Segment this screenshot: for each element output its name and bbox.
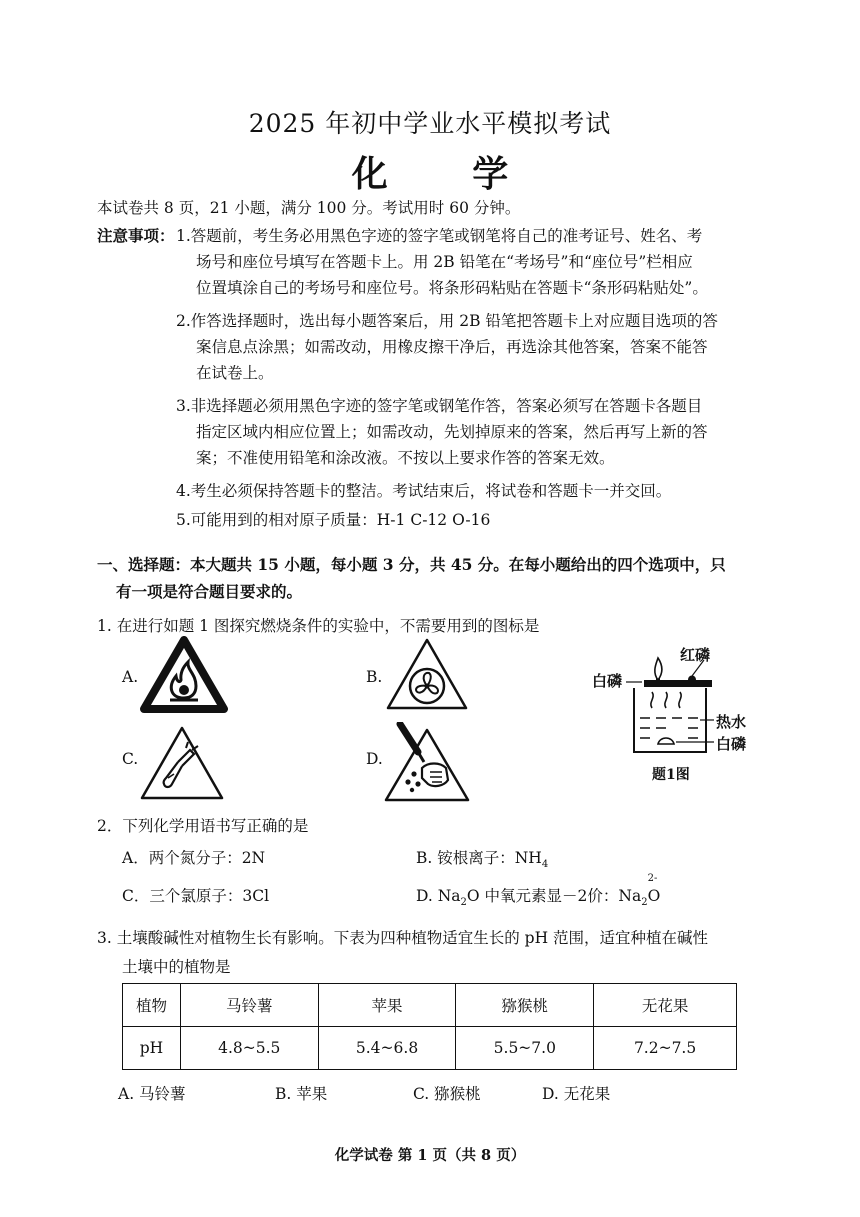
table-row	[123, 1027, 737, 1070]
q3-option-a: A. 马铃薯	[118, 1085, 186, 1103]
ph-range-table	[122, 983, 737, 1070]
note-line: 案；不准使用铅笔和涂改液。不按以上要求作答的答案无效。	[196, 449, 615, 467]
q2-option-d: D. $Na_2O$ 中氧元素显－2价：$Na_2O$ 2-	[416, 873, 661, 909]
note-line: 场号和座位号填写在答题卡上。用 2B 铅笔在“考场号”和“座位号”栏相应	[196, 253, 693, 271]
exam-intro: 本试卷共 8 页，21 小题，满分 100 分。考试用时 60 分钟。	[97, 199, 521, 217]
figure-label-red-phosphorus: 红磷	[680, 646, 711, 664]
table-cell: 4.8~5.5	[180, 1027, 318, 1070]
q3-option-c: C. 猕猴桃	[413, 1085, 481, 1103]
note-line: 在试卷上。	[196, 364, 274, 382]
notes-label: 注意事项：	[97, 226, 175, 245]
table-cell: 苹果	[318, 984, 456, 1027]
note-line: 4.考生必须保持答题卡的整洁。考试结束后，将试卷和答题卡一并交回。	[176, 482, 672, 500]
q3-option-d: D. 无花果	[542, 1085, 611, 1103]
q1-option-a-label: A.	[122, 668, 139, 686]
hand-wash-icon	[382, 722, 472, 806]
table-cell: 马铃薯	[180, 984, 318, 1027]
table-cell: 猕猴桃	[456, 984, 594, 1027]
figure-caption: 题1图	[652, 767, 690, 783]
q1-option-c-label: C.	[122, 750, 139, 768]
fan-icon	[384, 636, 470, 712]
figure-label-white-phosphorus-top: 白磷	[592, 672, 623, 690]
q3-stem-line2: 土壤中的植物是	[122, 958, 231, 976]
table-cell: 5.5~7.0	[456, 1027, 594, 1070]
note-line: 位置填涂自己的考场号和座位号。将条形码粘贴在答题卡“条形码粘贴处”。	[196, 279, 708, 297]
section-heading: 一、选择题：本大题共 15 小题，每小题 3 分，共 45 分。在每小题给出的四个选项中，只	[97, 555, 726, 574]
note-line: 5.可能用到的相对原子质量：H-1 C-12 O-16	[176, 511, 491, 529]
note-line: 案信息点涂黑；如需改动，用橡皮擦干净后，再选涂其他答案，答案不能答	[196, 338, 708, 356]
q2-option-b: B. 铵根离子：$NH_4$	[416, 849, 549, 871]
page-footer: 化学试卷 第 1 页（共 8 页）	[334, 1147, 526, 1164]
table-cell: pH	[123, 1027, 181, 1070]
flame-warning-icon	[140, 636, 228, 714]
note-line: 3.非选择题必须用黑色字迹的签字笔或钢笔作答，答案必须写在答题卡各题目	[176, 397, 703, 415]
note-line: 指定区域内相应位置上；如需改动，先划掉原来的答案，然后再写上新的答	[196, 423, 708, 441]
q1-stem: 1. 在进行如题 1 图探究燃烧条件的实验中，不需要用到的图标是	[97, 617, 540, 635]
q2-option-a: A．两个氮分子：2N	[122, 849, 266, 867]
q2-option-c: C．三个氯原子：3Cl	[122, 887, 270, 905]
exam-title: 2025 年初中学业水平模拟考试	[248, 109, 612, 138]
q1-option-d-label: D.	[366, 750, 383, 768]
table-cell: 7.2~7.5	[594, 1027, 737, 1070]
q3-option-b: B. 苹果	[275, 1085, 328, 1103]
table-cell: 无花果	[594, 984, 737, 1027]
table-header-row	[123, 984, 737, 1027]
figure-label-white-phosphorus-bottom: 白磷	[716, 735, 747, 753]
heating-tube-icon	[138, 724, 226, 804]
section-heading-cont: 有一项是符合题目要求的。	[116, 582, 303, 601]
note-line: 2.作答选择题时，选出每小题答案后，用 2B 铅笔把答题卡上对应题目选项的答	[176, 312, 718, 330]
q2-stem: 2．下列化学用语书写正确的是	[97, 817, 309, 835]
table-cell: 植物	[123, 984, 181, 1027]
note-line: 1.答题前，考生务必用黑色字迹的签字笔或钢笔将自己的准考证号、姓名、考	[176, 227, 703, 245]
q1-option-b-label: B.	[366, 668, 383, 686]
subject-title: 化 学	[351, 153, 545, 195]
figure-label-hot-water: 热水	[716, 713, 747, 731]
table-cell: 5.4~6.8	[318, 1027, 456, 1070]
q3-stem-line1: 3. 土壤酸碱性对植物生长有影响。下表为四种植物适宜生长的 pH 范围，适宜种植在碱性	[97, 929, 709, 947]
